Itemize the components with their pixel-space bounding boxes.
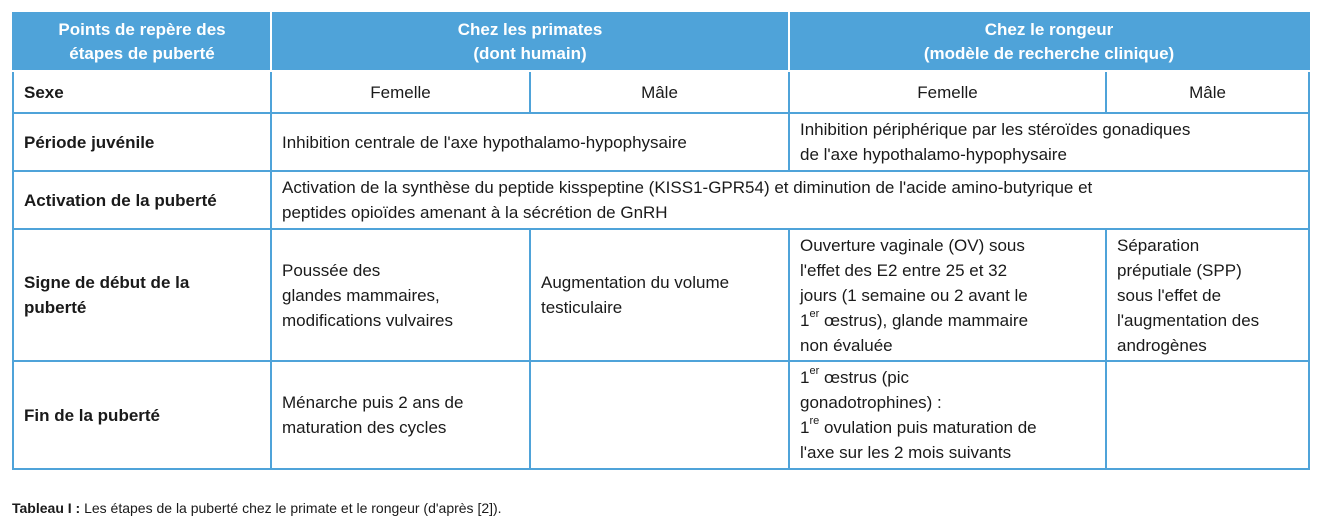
cell-fin-pf-line2: maturation des cycles [282,418,447,437]
cell-fin-pf-line1: Ménarche puis 2 ans de [282,393,464,412]
table-row-signe [13,229,1309,361]
cell-fin-primates-female [271,361,530,469]
row-label-signe [13,229,271,361]
cell-fin-rodent-male [1106,361,1309,469]
cell-fin-rf-line2: gonadotrophines) : [800,393,942,412]
cell-juvenile-primates: Inhibition centrale de l'axe hypothalamo-hypophysaire [271,113,789,171]
header-primates [271,13,789,71]
cell-juvenile-rodent-line2: de l'axe hypothalamo-hypophysaire [800,145,1067,164]
cell-fin-rf-line4: l'axe sur les 2 mois suivants [800,443,1012,462]
ordinal-number: 1 [800,418,810,437]
cell-signe-rm-line2: préputiale (SPP) [1117,260,1242,280]
cell-signe-rf-line4 [800,308,1095,333]
header-primates-line1: Chez les primates [457,20,603,39]
cell-signe-pf-line1: Poussée des [282,260,381,280]
cell-text: œstrus), glande mammaire [819,310,1029,330]
ordinal-number: 1 [800,310,810,330]
cell-signe-rm-line4: l'augmentation des [1117,310,1260,330]
table-row-juvenile [13,113,1309,171]
cell-signe-rm-line5: androgènes [1117,335,1207,355]
cell-rodent-male: Mâle [1106,71,1309,113]
cell-signe-rf-line1: Ouverture vaginale (OV) sous [800,235,1025,255]
row-label-signe-line2: puberté [24,298,87,317]
header-primates-line2: (dont humain) [473,44,587,63]
cell-signe-rf-line2: l'effet des E2 entre 25 et 32 [800,260,1008,280]
cell-signe-rf-line3: jours (1 semaine ou 2 avant le [800,285,1028,305]
ordinal-suffix: re [809,415,820,428]
table-row-fin [13,361,1309,469]
cell-signe-rf-line5: non évaluée [800,335,893,355]
cell-signe-rodent-male [1106,229,1309,361]
cell-signe-rodent-female [789,229,1106,361]
header-landmarks-line1: Points de repère des [58,20,226,39]
cell-fin-rf-line3 [800,415,1095,440]
cell-activation-line1: Activation de la synthèse du peptide kisspeptine (KISS1-GPR54) et diminution de l'acide amino-butyrique et [282,178,1093,197]
cell-signe-primates-female [271,229,530,361]
row-label-activation: Activation de la puberté [13,171,271,229]
cell-signe-pm-line1: Augmentation du volume [541,273,730,292]
cell-signe-rm-line3: sous l'effet de [1117,285,1222,305]
table-row-sexe [13,71,1309,113]
cell-juvenile-rodent-line1: Inhibition périphérique par les stéroïdes gonadiques [800,120,1191,139]
cell-text: œstrus (pic [819,368,909,387]
cell-rodent-female: Femelle [789,71,1106,113]
header-landmarks-line2: étapes de puberté [69,44,215,63]
cell-fin-primates-male [530,361,789,469]
ordinal-suffix: er [809,307,820,320]
ordinal-suffix: er [809,365,820,378]
puberty-stages-table [12,12,1310,470]
table-caption [12,500,502,516]
cell-signe-pf-line3: modifications vulvaires [282,310,454,330]
row-label-sexe: Sexe [13,71,271,113]
caption-text: Les étapes de la puberté chez le primate et le rongeur (d'après [2]). [80,500,502,516]
cell-signe-pm-line2: testiculaire [541,298,623,317]
cell-primates-male: Mâle [530,71,789,113]
cell-activation-line2: peptides opioïdes amenant à la sécrétion de GnRH [282,203,668,222]
row-label-signe-line1: Signe de début de la [24,273,190,292]
table-row-activation [13,171,1309,229]
cell-fin-rodent-female [789,361,1106,469]
ordinal-number: 1 [800,368,810,387]
row-label-fin: Fin de la puberté [13,361,271,469]
table-header-row [13,13,1309,71]
header-landmarks [13,13,271,71]
cell-juvenile-rodent [789,113,1309,171]
cell-signe-pf-line2: glandes mammaires, [282,285,440,305]
header-rodent [789,13,1309,71]
caption-label: Tableau I : [12,500,81,516]
cell-signe-rm-line1: Séparation [1117,235,1200,255]
header-rodent-line1: Chez le rongeur [984,20,1114,39]
cell-text: ovulation puis maturation de [819,418,1037,437]
row-label-juvenile: Période juvénile [13,113,271,171]
cell-activation [271,171,1309,229]
header-rodent-line2: (modèle de recherche clinique) [923,44,1175,63]
cell-signe-primates-male [530,229,789,361]
cell-primates-female: Femelle [271,71,530,113]
cell-fin-rf-line1 [800,365,1095,390]
